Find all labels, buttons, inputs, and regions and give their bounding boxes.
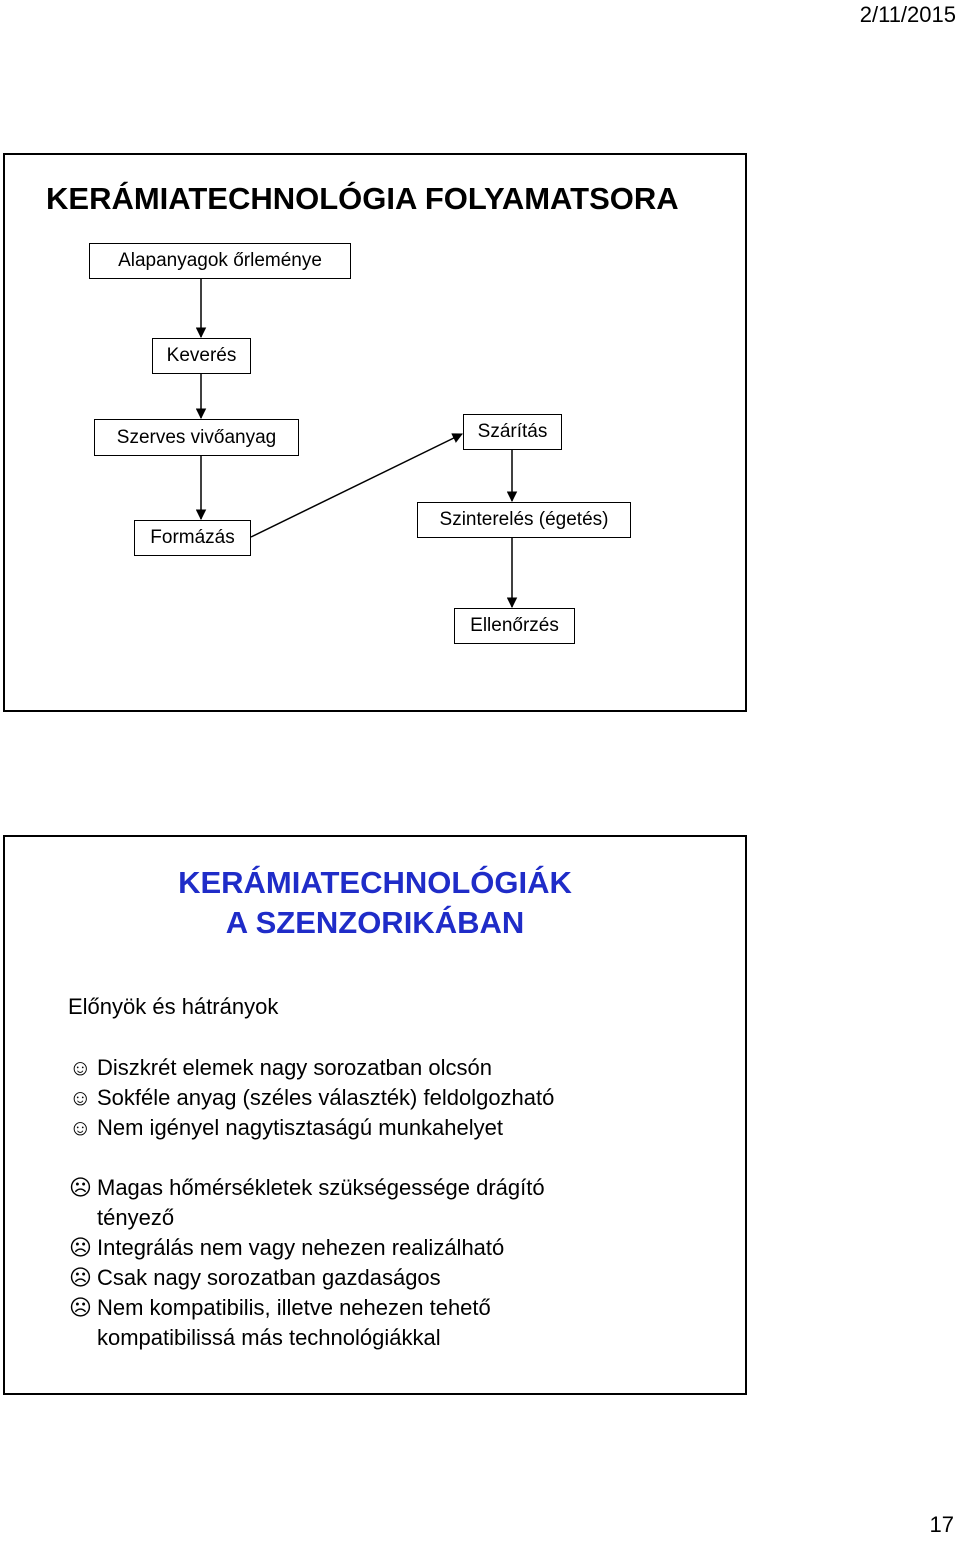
advantage-text: Nem igényel nagytisztaságú munkahelyet [97, 1115, 504, 1140]
flow-step-alapanyagok: Alapanyagok őrleménye [89, 243, 351, 279]
list-spacer [69, 1143, 729, 1173]
slide-title-line2: A SZENZORIKÁBAN [225, 905, 525, 940]
frowny-icon: ☹ [69, 1295, 92, 1320]
page-number: 17 [929, 1512, 954, 1537]
disadvantage-text: Csak nagy sorozatban gazdaságos [97, 1265, 441, 1290]
smiley-icon: ☺ [69, 1085, 92, 1110]
disadvantage-item [69, 1173, 729, 1233]
advantage-text: Diszkrét elemek nagy sorozatban olcsón [97, 1055, 492, 1080]
disadvantage-text: Nem kompatibilis, illetve nehezen tehető kompatibilissá más technológiákkal [97, 1295, 491, 1350]
advantage-item [69, 1053, 729, 1083]
slide-title: KERÁMIATECHNOLÓGIA FOLYAMATSORA [46, 181, 679, 216]
slide-title-line1: KERÁMIATECHNOLÓGIÁK [178, 865, 572, 900]
slide-title [5, 863, 745, 943]
advantage-item [69, 1083, 729, 1113]
flow-step-szaritas: Szárítás [463, 414, 562, 450]
flow-step-szerves-vivoanyag: Szerves vivőanyag [94, 419, 299, 456]
smiley-icon: ☺ [69, 1055, 92, 1080]
disadvantage-item [69, 1293, 729, 1353]
disadvantage-item [69, 1233, 729, 1263]
flow-step-keveres: Keverés [152, 338, 251, 374]
advantage-text: Sokféle anyag (széles választék) feldolgozható [97, 1085, 555, 1110]
slide-pros-cons [3, 835, 747, 1395]
flow-step-szinterles: Szinterelés (égetés) [417, 502, 631, 538]
advantage-item [69, 1113, 729, 1143]
header-date: 2/11/2015 [859, 2, 956, 27]
frowny-icon: ☹ [69, 1235, 92, 1260]
smiley-icon: ☺ [69, 1115, 92, 1140]
flow-step-ellenorzes: Ellenőrzés [454, 608, 575, 644]
disadvantage-item [69, 1263, 729, 1293]
frowny-icon: ☹ [69, 1265, 92, 1290]
section-label: Előnyök és hátrányok [68, 994, 279, 1019]
frowny-icon: ☹ [69, 1175, 92, 1200]
disadvantage-text: Magas hőmérsékletek szükségessége drágító tényező [97, 1175, 545, 1230]
slide-process-flow [3, 153, 747, 712]
pros-cons-list [69, 1053, 729, 1353]
flow-step-formazas: Formázás [134, 520, 251, 556]
disadvantage-text: Integrálás nem vagy nehezen realizálható [97, 1235, 505, 1260]
